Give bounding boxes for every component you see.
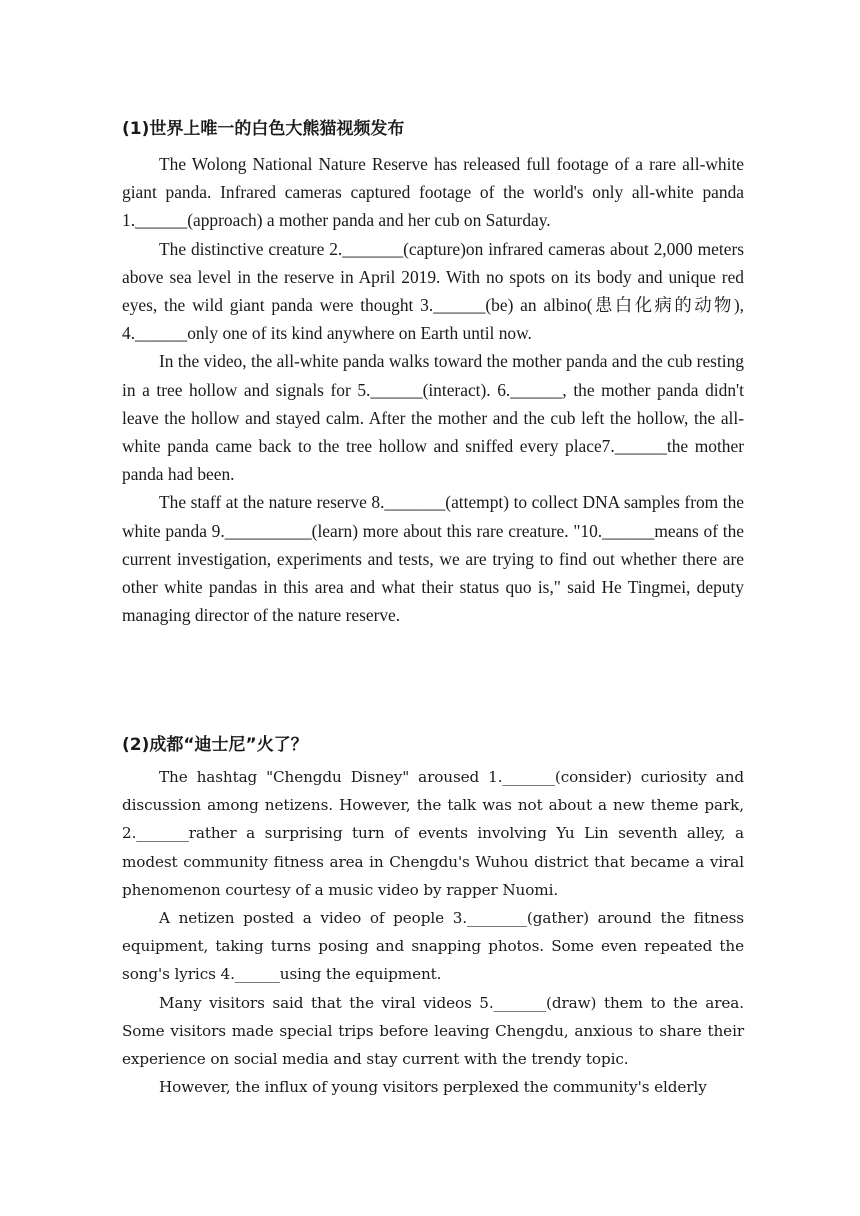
passage-2-paragraph-2: A netizen posted a video of people 3.________(gather) around the fitness equipment, taking turns posing and snapping photos. Some even repeated the song's lyrics 4.______using the equipment.: [122, 909, 744, 984]
passage-1-paragraph-2: The distinctive creature 2._______(capture)on infrared cameras about 2,000 meters above sea level in the reserve in April 2019. With no spots on its body and unique red eyes, the wild giant panda were thought 3.______(be) an albino(患白化病的动物), 4.______only one of its kind anywhere on Earth until now.: [122, 238, 744, 344]
passage-2-paragraph-1: The hashtag "Chengdu Disney" aroused 1._______(consider) curiosity and discussion among netizens. However, the talk was not about a new theme park, 2._______rather a surprising turn of events involving Yu Lin seventh alley, a modest community fitness area in Chengdu's Wuhou district that became a viral phenomenon courtesy of a music video by rapper Nuomi.: [122, 768, 744, 899]
passage-1-title: (1)世界上唯一的白色大熊猫视频发布: [122, 119, 405, 139]
passage-1-paragraph-1: The Wolong National Nature Reserve has released full footage of a rare all-white giant panda. Infrared cameras captured footage of the world's only all-white panda 1.______(approach) a mother panda and her cub on Saturday.: [122, 154, 744, 231]
passage-1-body: [122, 150, 744, 629]
passage-2-body: [122, 763, 744, 1101]
passage-1-paragraph-3: In the video, the all-white panda walks toward the mother panda and the cub resting in a tree hollow and signals for 5.______(interact). 6.______, the mother panda didn't leave the hollow and stayed calm. After the mother and the cub left the hollow, the all-white panda came back to the tree hollow and sniffed every place7.______the mother panda had been.: [122, 351, 744, 485]
passage-1-paragraph-4: The staff at the nature reserve 8._______(attempt) to collect DNA samples from the white panda 9.__________(learn) more about this rare creature. "10.______means of the current investigation, experiments and tests, we are trying to find out whether there are other white pandas in this area and what their status quo is," said He Tingmei, deputy managing director of the nature reserve.: [122, 492, 744, 626]
passage-2-title: (2)成都“迪士尼”火了？: [122, 735, 308, 755]
passage-2-paragraph-4: However, the influx of young visitors perplexed the community's elderly: [159, 1078, 707, 1097]
passage-2-paragraph-3: Many visitors said that the viral videos 5._______(draw) them to the area. Some visitors made special trips before leaving Chengdu, anxious to share their experience on social media and stay current with the trendy topic.: [122, 993, 744, 1069]
